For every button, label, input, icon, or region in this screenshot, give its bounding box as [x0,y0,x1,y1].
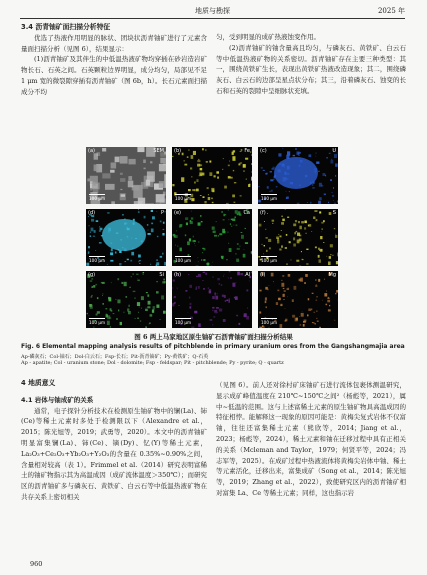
paragraph: 通常，电子探针分析技术在检测原生铀矿物中的镧(La)、铈(Ce)等稀土元素时多处于检测限以下（Alexandre et al.，2015；陈光旭等，2019；武勇等，2020）。本文中的沥青铀矿明显富集镧(La)、铈(Ce)、镝(Dy)、钇(Y)等稀土元素，La₂O₃+Ce₂O₃+Yb₂O₃+Y₂O₃的含量在 0.35%~0.90%之间，含量相对较高（表 1）。Frimmel et al.（2014）研究表明富稀土的铀矿物指示其为高温成因（成矿流体温度＞350℃）；而研究区的沥青铀矿多与磷灰石、黄铁矿、白云石等中低温热液矿物在共存关系上密切相关 [21,406,207,501]
section-title: 3.4 沥青铀矿面扫描分析特征 [21,23,111,31]
figure-caption-en: Fig. 6 Elemental mapping analysis results of pitchblende in primary uranium ores from the Gangshangmajia area [21,343,405,350]
subsection-title: 4.1 岩体与铀成矿的关系 [21,395,94,404]
panel-label: (g) [88,272,96,278]
scale-bar: 100 μm [175,196,192,201]
scale-bar: 100 μm [261,320,278,325]
figure-panel [86,147,166,204]
panel-label: (b) [174,148,182,154]
scale-bar: 100 μm [175,258,192,263]
page-number: 960 [30,560,43,568]
figure-panel [258,271,338,328]
panel-element: Si [159,272,164,278]
panel-label: (a) [88,148,95,154]
panel-label: (e) [174,210,181,216]
figure-panel [172,147,252,204]
figure-6 [86,147,338,329]
figure-panel [86,271,166,328]
scale-bar: 100 μm [261,196,278,201]
abbreviations-cn: Ap-磷灰石；Col-铀石；Dol-白云石；Fsp-长石；Pit-沥青铀矿；Py-黄铁矿；Q-石英 [21,354,209,360]
figure-panel [172,271,252,328]
journal-year: 2025 年 [377,7,405,15]
panel-label: (i) [260,272,266,278]
panel-element: Al [245,272,250,278]
scale-bar: 100 μm [89,196,106,201]
section-title: 4 地质意义 [21,379,56,387]
paragraph: 优选了热液作用明显的脉状、团块状沥青铀矿进行了元素含量面扫描分析（见图 6），结果显示： [21,33,207,53]
figure-panel [258,147,338,204]
figure-abbreviations [21,353,406,366]
paragraph: (1)沥青铀矿及其伴生的中低温热液矿物均穿插在砂岩造岩矿物长石、石英之间。石英颗粒边界明显，成分均匀，局部见不足 1 μm 宽的微裂隙穿插有沥青铀矿（图 6b，h）。长石元素面扫描成分不均 [21,55,207,96]
figure-panel [258,209,338,266]
panel-element: Ca [243,210,250,216]
scale-bar: 100 μm [89,320,106,325]
panel-element: P [160,210,164,216]
scale-bar: 100 μm [89,258,106,263]
figure-panel [86,209,166,266]
right-column-bottom [216,380,406,499]
paragraph-continued: （见图 6）。前人还对徐村矿床铀矿石进行流体包裹体测温研究，显示成矿峰值温度在 210℃~150℃之间²（杨彪等，2021），属中~低温的范围。这与上述富稀土元素的原生铀矿物具高温成因的特征相悖。能解释这一现象的原因可能是：黄梅尖复式岩体不仅富铀，往往还富集稀土元素（熊欣等，2014；Jiang et al.，2023；杨彪等，2024），稀土元素和铀在迁移过程中具有正相关的关系（Mcleman and Taylor，1979；何贤平等，2024；冯志军等，2025）。在成矿过程中热液流体将黄梅尖岩体中铀、稀土等元素活化，迁移出来，富集成矿（Song et al.，2014；陈光旭等，2019；Zhang et al.，2022），致使研究区内的沥青铀矿相对富集 La、Ce 等稀土元素；同样，这也指示岩 [216,381,406,497]
figure-caption-cn: 图 6 两上马家地区原生铀矿石沥青铀矿面扫描分析结果 [134,333,293,341]
paragraph: (2)沥青铀矿的铀含量高且均匀，与磷灰石、黄铁矿、白云石等中低温热液矿物的关系密切。沥青铀矿存在主要三种类型：其一，围绕黄铁矿生长，表现出黄铁矿热液改造现象；其二，围绕磷灰石、白云石的边部呈星点状分布；其三，沿着磷灰石、蚀变的长石和石英的裂隙中呈细脉状充填。 [216,43,406,95]
figure-panel [172,209,252,266]
panel-label: (c) [260,148,267,154]
panel-label: (f) [260,210,266,216]
panel-element: S [332,210,336,216]
section-4 [21,378,207,503]
panel-label: (d) [88,210,96,216]
panel-element: Mg [328,272,336,278]
running-header [20,4,405,19]
journal-name: 地质与勘探 [195,7,230,15]
section-3-4 [21,22,207,98]
panel-element: U [332,148,336,154]
scale-bar: 100 μm [175,320,192,325]
right-column-top [216,32,406,97]
panel-element: Fe [244,148,250,154]
abbreviations-en: Ap - apatite; Col - uranium stone; Dol - dolomite; Fsp - feldspar; Pit - pitchblende; Py - pyrite; Q - quartz [21,360,284,366]
scale-bar: 100 μm [261,258,278,263]
paragraph-continued: 匀，受到明显的成矿热液蚀变作用。 [216,33,320,41]
panel-element: SEM [153,148,164,154]
panel-label: (h) [174,272,182,278]
